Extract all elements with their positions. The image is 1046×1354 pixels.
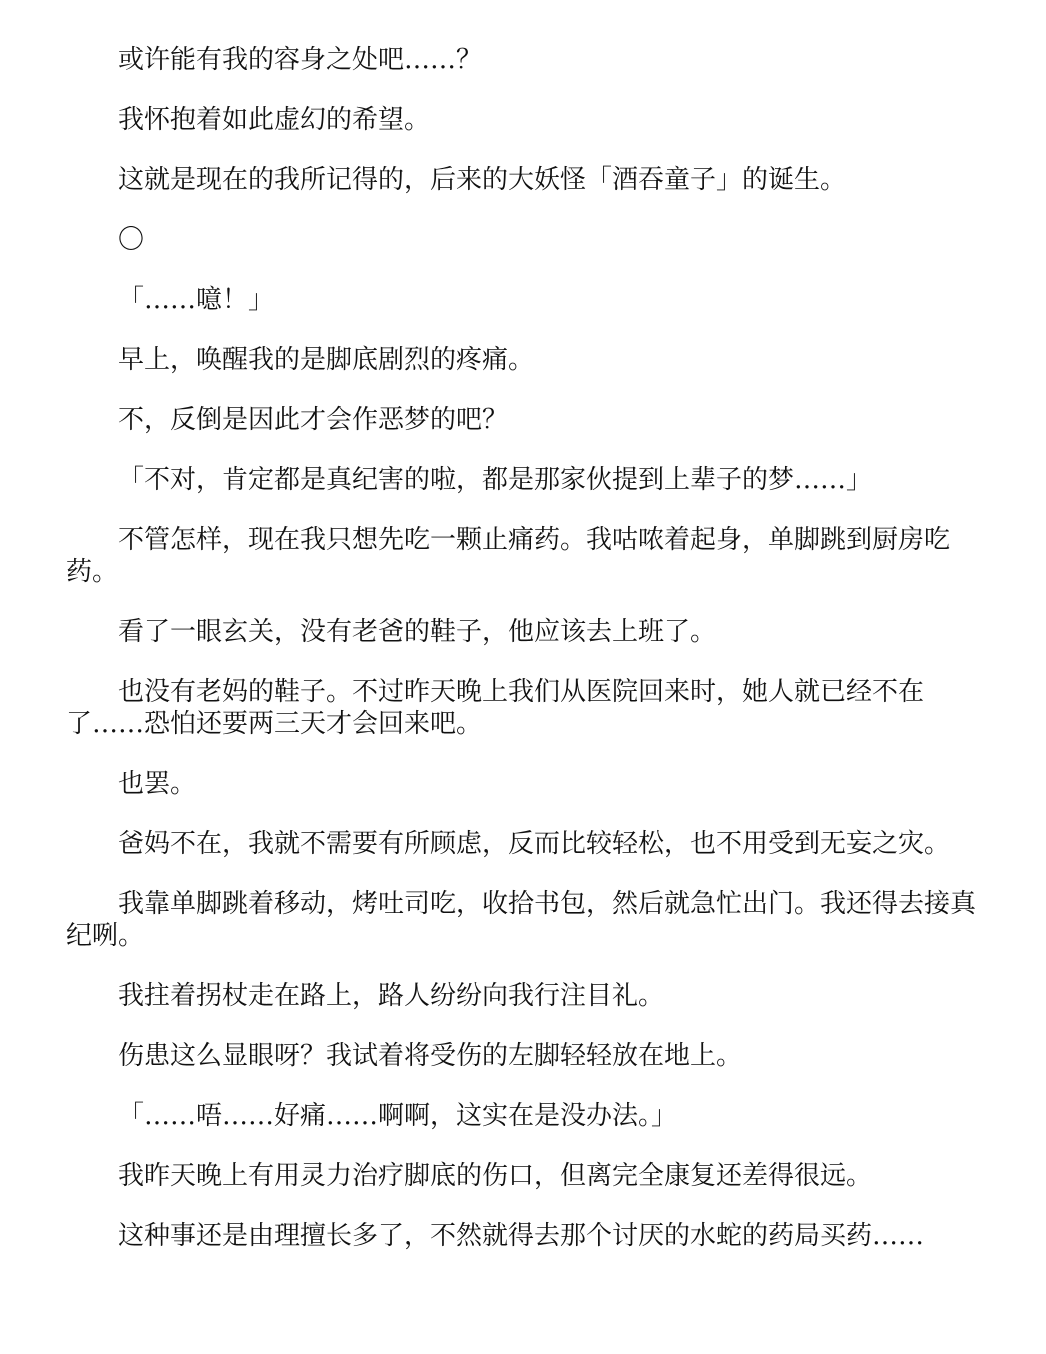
dialogue-line: 「……唔……好痛……啊啊，这实在是没办法。」 [118, 1101, 678, 1131]
paragraph: 看了一眼玄关，没有老爸的鞋子，他应该去上班了。 [118, 617, 717, 647]
paragraph: 我昨天晚上有用灵力治疗脚底的伤口，但离完全康复还差得很远。 [118, 1161, 873, 1191]
dialogue-line: 「不对，肯定都是真纪害的啦，都是那家伙提到上辈子的梦……」 [118, 465, 873, 495]
paragraph: 这种事还是由理擅长多了，不然就得去那个讨厌的水蛇的药局买药…… [118, 1221, 925, 1251]
paragraph: 伤患这么显眼呀？我试着将受伤的左脚轻轻放在地上。 [118, 1041, 743, 1071]
paragraph: 这就是现在的我所记得的，后来的大妖怪「酒吞童子」的诞生。 [118, 165, 847, 195]
paragraph: 或许能有我的容身之处吧……？ [118, 45, 483, 75]
paragraph: 我靠单脚跳着移动，烤吐司吃，收拾书包，然后就急忙出门。我还得去接真纪咧。 [66, 889, 977, 951]
paragraph: 我怀抱着如此虚幻的希望。 [118, 105, 431, 135]
section-break-symbol: 〇 [118, 225, 145, 255]
paragraph: 早上，唤醒我的是脚底剧烈的疼痛。 [118, 345, 535, 375]
paragraph: 不管怎样，现在我只想先吃一颗止痛药。我咕哝着起身，单脚跳到厨房吃药。 [66, 525, 951, 587]
paragraph: 爸妈不在，我就不需要有所顾虑，反而比较轻松，也不用受到无妄之灾。 [118, 829, 951, 859]
paragraph: 我拄着拐杖走在路上，路人纷纷向我行注目礼。 [118, 981, 665, 1011]
paragraph: 也罢。 [118, 769, 197, 799]
document-page [66, 44, 978, 1280]
dialogue-line: 「……噫！」 [118, 285, 275, 315]
paragraph: 也没有老妈的鞋子。不过昨天晚上我们从医院回来时，她人就已经不在了……恐怕还要两三天才会回来吧。 [66, 677, 925, 739]
paragraph: 不，反倒是因此才会作恶梦的吧？ [118, 405, 509, 435]
